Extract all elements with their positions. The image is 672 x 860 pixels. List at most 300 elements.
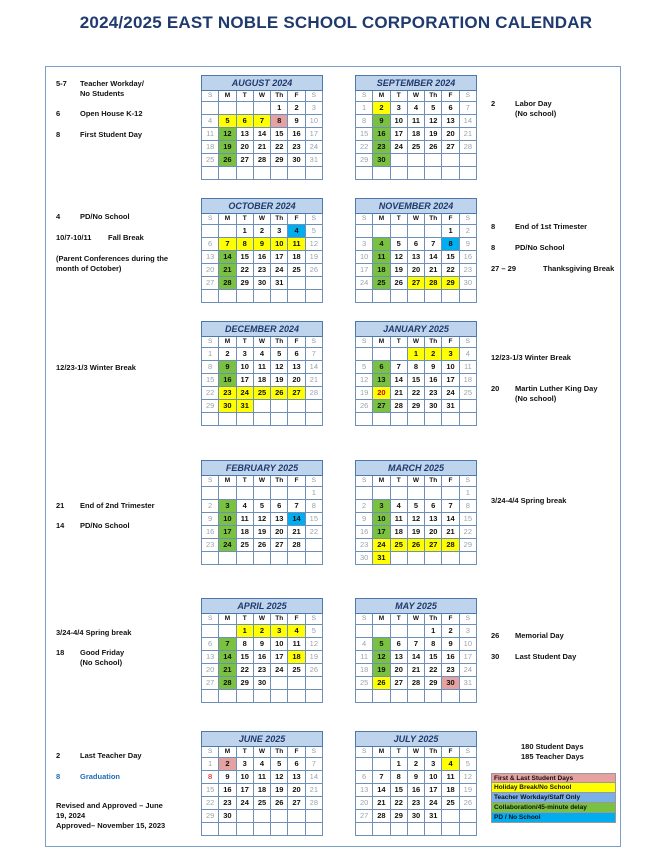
day-cell: 15 xyxy=(425,651,442,664)
day-cell: 14 xyxy=(373,784,390,797)
day-cell: 8 xyxy=(202,361,219,374)
day-cell: 22 xyxy=(390,797,407,810)
day-cell: 11 xyxy=(253,361,270,374)
weekday-header: S xyxy=(305,614,322,625)
note-text: Thanksgiving Break xyxy=(543,264,615,273)
day-cell: 8 xyxy=(459,500,476,513)
day-cell xyxy=(202,290,219,303)
day-cell: 17 xyxy=(442,374,459,387)
note-date: 8 xyxy=(491,243,496,252)
day-cell: 12 xyxy=(356,374,373,387)
note-text: 12/23-1/3 Winter Break xyxy=(56,363,136,372)
day-cell xyxy=(407,487,424,500)
day-cell: 4 xyxy=(236,500,253,513)
day-cell: 4 xyxy=(202,115,219,128)
day-cell: 10 xyxy=(271,238,288,251)
day-cell: 7 xyxy=(425,238,442,251)
day-cell xyxy=(253,810,270,823)
day-cell: 12 xyxy=(253,513,270,526)
day-cell: 30 xyxy=(407,810,424,823)
note-date: 14 xyxy=(56,521,65,530)
day-cell: 20 xyxy=(288,374,305,387)
day-cell: 5 xyxy=(271,758,288,771)
month-calendar xyxy=(201,460,323,565)
day-cell: 10 xyxy=(219,513,236,526)
day-cell: 16 xyxy=(219,784,236,797)
day-cell xyxy=(202,552,219,565)
day-cell xyxy=(271,400,288,413)
day-cell: 18 xyxy=(288,651,305,664)
day-cell: 3 xyxy=(236,758,253,771)
day-cell xyxy=(305,400,322,413)
day-cell: 18 xyxy=(407,128,424,141)
legend-item: Teacher Workday/Staff Only xyxy=(491,793,616,803)
day-cell: 7 xyxy=(305,758,322,771)
month-title: NOVEMBER 2024 xyxy=(356,199,477,214)
day-cell xyxy=(425,823,442,836)
day-cell: 28 xyxy=(459,141,476,154)
day-cell xyxy=(253,400,270,413)
day-cell: 5 xyxy=(271,348,288,361)
day-cell: 3 xyxy=(236,348,253,361)
day-cell: 16 xyxy=(253,651,270,664)
day-cell: 6 xyxy=(356,771,373,784)
day-cell: 2 xyxy=(202,500,219,513)
day-cell: 19 xyxy=(407,526,424,539)
day-cell xyxy=(288,690,305,703)
day-cell: 12 xyxy=(271,771,288,784)
day-cell xyxy=(202,487,219,500)
day-cell: 4 xyxy=(288,625,305,638)
weekday-header: S xyxy=(305,476,322,487)
day-cell: 28 xyxy=(390,400,407,413)
day-cell: 18 xyxy=(253,784,270,797)
day-cell xyxy=(425,487,442,500)
day-cell: 5 xyxy=(305,625,322,638)
day-cell: 13 xyxy=(288,771,305,784)
day-cell: 27 xyxy=(236,154,253,167)
day-cell: 27 xyxy=(442,141,459,154)
day-cell: 28 xyxy=(407,677,424,690)
day-cell: 29 xyxy=(407,400,424,413)
day-cell xyxy=(390,225,407,238)
weekday-header: S xyxy=(459,476,476,487)
day-cell xyxy=(236,413,253,426)
day-cell: 25 xyxy=(236,539,253,552)
day-cell: 17 xyxy=(305,128,322,141)
day-cell: 5 xyxy=(219,115,236,128)
day-cell: 14 xyxy=(219,651,236,664)
day-cell: 12 xyxy=(407,513,424,526)
weekday-header: M xyxy=(219,747,236,758)
day-cell xyxy=(373,225,390,238)
day-cell: 11 xyxy=(442,771,459,784)
day-cell: 26 xyxy=(373,677,390,690)
day-cell: 1 xyxy=(459,487,476,500)
note-date: 20 xyxy=(491,384,500,393)
day-cell: 11 xyxy=(373,251,390,264)
weekday-header: M xyxy=(373,337,390,348)
legend-item: PD / No School xyxy=(491,813,616,823)
day-cell: 22 xyxy=(356,141,373,154)
calendar-note xyxy=(491,353,571,363)
day-cell: 27 xyxy=(271,539,288,552)
day-cell xyxy=(288,823,305,836)
day-cell xyxy=(425,225,442,238)
day-cell: 2 xyxy=(219,758,236,771)
day-cell: 26 xyxy=(305,664,322,677)
day-cell: 29 xyxy=(442,277,459,290)
day-cell xyxy=(202,167,219,180)
calendar-note xyxy=(56,628,131,638)
calendar-note xyxy=(491,264,614,274)
day-cell: 16 xyxy=(253,251,270,264)
day-cell xyxy=(271,413,288,426)
day-cell: 31 xyxy=(373,552,390,565)
day-cell: 1 xyxy=(356,102,373,115)
day-cell: 30 xyxy=(442,677,459,690)
weekday-header: F xyxy=(442,614,459,625)
day-cell: 13 xyxy=(202,251,219,264)
calendar-note xyxy=(56,801,165,831)
day-cell xyxy=(373,690,390,703)
weekday-header: Th xyxy=(425,614,442,625)
month-calendar xyxy=(201,321,323,426)
day-cell: 18 xyxy=(236,526,253,539)
day-cell: 22 xyxy=(305,526,322,539)
day-cell xyxy=(219,102,236,115)
weekday-header: M xyxy=(373,214,390,225)
day-cell: 10 xyxy=(425,771,442,784)
note-text: 3/24-4/4 Spring break xyxy=(491,496,567,505)
day-cell: 20 xyxy=(271,526,288,539)
month-title: DECEMBER 2024 xyxy=(202,322,323,337)
day-cell: 29 xyxy=(356,154,373,167)
day-cell: 15 xyxy=(236,651,253,664)
day-cell xyxy=(271,552,288,565)
day-cell xyxy=(407,290,424,303)
day-cell xyxy=(253,102,270,115)
month-calendar xyxy=(355,460,477,565)
weekday-header: Th xyxy=(271,747,288,758)
day-cell: 11 xyxy=(288,638,305,651)
day-cell: 26 xyxy=(407,539,424,552)
day-cell xyxy=(288,487,305,500)
day-cell: 30 xyxy=(288,154,305,167)
day-cell: 13 xyxy=(390,651,407,664)
weekday-header: W xyxy=(253,747,270,758)
day-cell: 15 xyxy=(202,374,219,387)
day-cell: 15 xyxy=(202,784,219,797)
day-cell: 23 xyxy=(442,664,459,677)
month-title: JANUARY 2025 xyxy=(356,322,477,337)
day-cell: 23 xyxy=(356,539,373,552)
day-cell xyxy=(356,167,373,180)
day-cell xyxy=(459,167,476,180)
day-cell: 18 xyxy=(202,141,219,154)
day-cell: 4 xyxy=(459,348,476,361)
day-cell: 14 xyxy=(219,251,236,264)
month-title: MAY 2025 xyxy=(356,599,477,614)
day-cell: 27 xyxy=(356,810,373,823)
day-cell: 4 xyxy=(373,238,390,251)
day-cell: 26 xyxy=(219,154,236,167)
note-text: (Parent Conferences during the month of October) xyxy=(56,254,169,273)
day-cell: 26 xyxy=(271,387,288,400)
day-cell xyxy=(305,413,322,426)
day-cell: 28 xyxy=(442,539,459,552)
note-text: First Student Day xyxy=(80,130,143,139)
day-cell: 16 xyxy=(202,526,219,539)
day-cell xyxy=(442,552,459,565)
day-cell xyxy=(425,154,442,167)
legend-item: First & Last Student Days xyxy=(491,773,616,783)
weekday-header: M xyxy=(219,337,236,348)
day-cell: 19 xyxy=(305,651,322,664)
day-cell xyxy=(459,154,476,167)
day-cell xyxy=(219,552,236,565)
day-cell: 15 xyxy=(271,128,288,141)
weekday-header: F xyxy=(442,91,459,102)
weekday-header: F xyxy=(442,337,459,348)
day-cell: 11 xyxy=(356,651,373,664)
day-cell xyxy=(425,413,442,426)
day-cell: 24 xyxy=(356,277,373,290)
day-cell xyxy=(253,487,270,500)
note-date: 6 xyxy=(56,109,61,118)
day-cell: 20 xyxy=(425,526,442,539)
day-cell: 31 xyxy=(425,810,442,823)
day-cell xyxy=(459,400,476,413)
day-cell: 17 xyxy=(236,784,253,797)
day-cell: 2 xyxy=(253,225,270,238)
month-title: JULY 2025 xyxy=(356,732,477,747)
day-cell: 1 xyxy=(202,348,219,361)
weekday-header: F xyxy=(288,214,305,225)
day-cell xyxy=(356,487,373,500)
weekday-header: Th xyxy=(425,747,442,758)
day-cell: 6 xyxy=(425,500,442,513)
day-cell: 17 xyxy=(271,251,288,264)
day-cell: 25 xyxy=(390,539,407,552)
calendar-frame xyxy=(45,66,621,847)
day-cell xyxy=(288,552,305,565)
day-cell: 22 xyxy=(236,264,253,277)
day-cell: 23 xyxy=(202,539,219,552)
day-cell: 9 xyxy=(253,238,270,251)
day-cell: 16 xyxy=(219,374,236,387)
weekday-header: T xyxy=(390,476,407,487)
day-cell: 8 xyxy=(442,238,459,251)
day-cell: 1 xyxy=(236,625,253,638)
weekday-header: F xyxy=(442,214,459,225)
day-cell: 21 xyxy=(288,526,305,539)
day-cell xyxy=(202,413,219,426)
day-cell: 21 xyxy=(305,374,322,387)
day-cell: 16 xyxy=(356,526,373,539)
day-cell: 8 xyxy=(236,238,253,251)
month-calendar xyxy=(355,598,477,703)
day-cell: 14 xyxy=(425,251,442,264)
day-cell: 23 xyxy=(288,141,305,154)
day-cell: 24 xyxy=(271,264,288,277)
day-cell xyxy=(271,487,288,500)
day-cell: 20 xyxy=(407,264,424,277)
day-cell xyxy=(253,167,270,180)
day-cell: 21 xyxy=(253,141,270,154)
calendar-note xyxy=(56,648,124,668)
day-cell: 26 xyxy=(459,797,476,810)
day-cell: 6 xyxy=(288,758,305,771)
day-cell xyxy=(407,154,424,167)
day-cell xyxy=(288,277,305,290)
weekday-header: Th xyxy=(271,214,288,225)
day-cell: 2 xyxy=(407,758,424,771)
day-cell: 8 xyxy=(305,500,322,513)
day-cell xyxy=(288,810,305,823)
note-date: 2 xyxy=(56,751,61,760)
weekday-header: S xyxy=(202,747,219,758)
day-cell: 11 xyxy=(407,115,424,128)
note-date: 10/7-10/11 xyxy=(56,233,92,242)
day-cell: 30 xyxy=(425,400,442,413)
day-cell xyxy=(390,167,407,180)
day-cell xyxy=(236,810,253,823)
day-cell: 7 xyxy=(407,638,424,651)
day-cell: 1 xyxy=(271,102,288,115)
day-cell: 18 xyxy=(356,664,373,677)
day-cell: 24 xyxy=(459,664,476,677)
day-cell: 6 xyxy=(236,115,253,128)
weekday-header: F xyxy=(442,476,459,487)
weekday-header: S xyxy=(305,91,322,102)
day-cell: 23 xyxy=(219,387,236,400)
note-text: PD/No School xyxy=(80,521,130,530)
day-totals xyxy=(521,742,584,762)
day-cell xyxy=(390,690,407,703)
day-cell: 21 xyxy=(442,526,459,539)
day-cell: 29 xyxy=(271,154,288,167)
day-cell: 17 xyxy=(459,651,476,664)
day-cell: 3 xyxy=(390,102,407,115)
day-cell: 6 xyxy=(288,348,305,361)
day-cell: 19 xyxy=(305,251,322,264)
weekday-header: Th xyxy=(271,614,288,625)
day-cell: 5 xyxy=(459,758,476,771)
day-cell: 30 xyxy=(356,552,373,565)
note-date: 8 xyxy=(491,222,496,231)
day-cell: 19 xyxy=(271,784,288,797)
day-cell: 30 xyxy=(373,154,390,167)
weekday-header: F xyxy=(442,747,459,758)
day-cell: 3 xyxy=(305,102,322,115)
day-cell: 1 xyxy=(390,758,407,771)
calendar-note xyxy=(56,772,120,782)
day-cell: 10 xyxy=(356,251,373,264)
day-cell: 17 xyxy=(390,128,407,141)
day-cell: 29 xyxy=(202,400,219,413)
day-cell: 30 xyxy=(253,277,270,290)
note-text: Martin Luther King Day (No school) xyxy=(515,384,598,403)
day-cell xyxy=(305,690,322,703)
day-cell xyxy=(253,823,270,836)
day-cell: 20 xyxy=(236,141,253,154)
note-text: PD/No School xyxy=(80,212,130,221)
day-cell: 8 xyxy=(390,771,407,784)
month-title: AUGUST 2024 xyxy=(202,76,323,91)
weekday-header: S xyxy=(459,747,476,758)
day-cell: 21 xyxy=(373,797,390,810)
day-cell: 21 xyxy=(459,128,476,141)
weekday-header: S xyxy=(356,91,373,102)
day-cell: 14 xyxy=(305,361,322,374)
day-cell xyxy=(459,290,476,303)
weekday-header: T xyxy=(390,614,407,625)
day-cell: 12 xyxy=(425,115,442,128)
month-title: APRIL 2025 xyxy=(202,599,323,614)
day-cell: 20 xyxy=(202,664,219,677)
day-cell xyxy=(202,102,219,115)
day-cell: 22 xyxy=(202,387,219,400)
day-cell: 22 xyxy=(202,797,219,810)
day-cell xyxy=(425,290,442,303)
day-cell xyxy=(219,823,236,836)
day-cell: 19 xyxy=(373,664,390,677)
day-cell: 9 xyxy=(356,513,373,526)
day-cell: 30 xyxy=(219,400,236,413)
day-cell: 3 xyxy=(459,625,476,638)
day-cell: 24 xyxy=(373,539,390,552)
day-cell xyxy=(373,758,390,771)
day-cell: 12 xyxy=(373,651,390,664)
day-cell xyxy=(288,677,305,690)
student-days: 180 Student Days xyxy=(521,742,584,751)
day-cell: 3 xyxy=(356,238,373,251)
note-date: 5-7 xyxy=(56,79,67,88)
note-text: Fall Break xyxy=(108,233,144,242)
day-cell: 8 xyxy=(356,115,373,128)
day-cell: 9 xyxy=(425,361,442,374)
day-cell: 4 xyxy=(253,758,270,771)
day-cell: 3 xyxy=(219,500,236,513)
weekday-header: W xyxy=(407,476,424,487)
day-cell: 12 xyxy=(305,238,322,251)
day-cell: 13 xyxy=(442,115,459,128)
day-cell: 20 xyxy=(373,387,390,400)
note-date: 8 xyxy=(56,772,61,781)
day-cell: 23 xyxy=(253,664,270,677)
weekday-header: Th xyxy=(425,476,442,487)
day-cell: 28 xyxy=(219,677,236,690)
day-cell xyxy=(288,290,305,303)
day-cell: 10 xyxy=(236,771,253,784)
day-cell xyxy=(288,413,305,426)
day-cell: 18 xyxy=(253,374,270,387)
note-text: End of 1st Trimester xyxy=(515,222,588,231)
day-cell: 22 xyxy=(459,526,476,539)
day-cell: 5 xyxy=(425,102,442,115)
page-title: 2024/2025 EAST NOBLE SCHOOL CORPORATION CALENDAR xyxy=(79,13,593,32)
day-cell: 27 xyxy=(407,277,424,290)
day-cell xyxy=(305,539,322,552)
day-cell xyxy=(407,167,424,180)
day-cell: 1 xyxy=(407,348,424,361)
day-cell xyxy=(442,413,459,426)
calendar-note xyxy=(56,363,136,373)
day-cell xyxy=(390,823,407,836)
day-cell: 24 xyxy=(390,141,407,154)
day-cell: 16 xyxy=(288,128,305,141)
